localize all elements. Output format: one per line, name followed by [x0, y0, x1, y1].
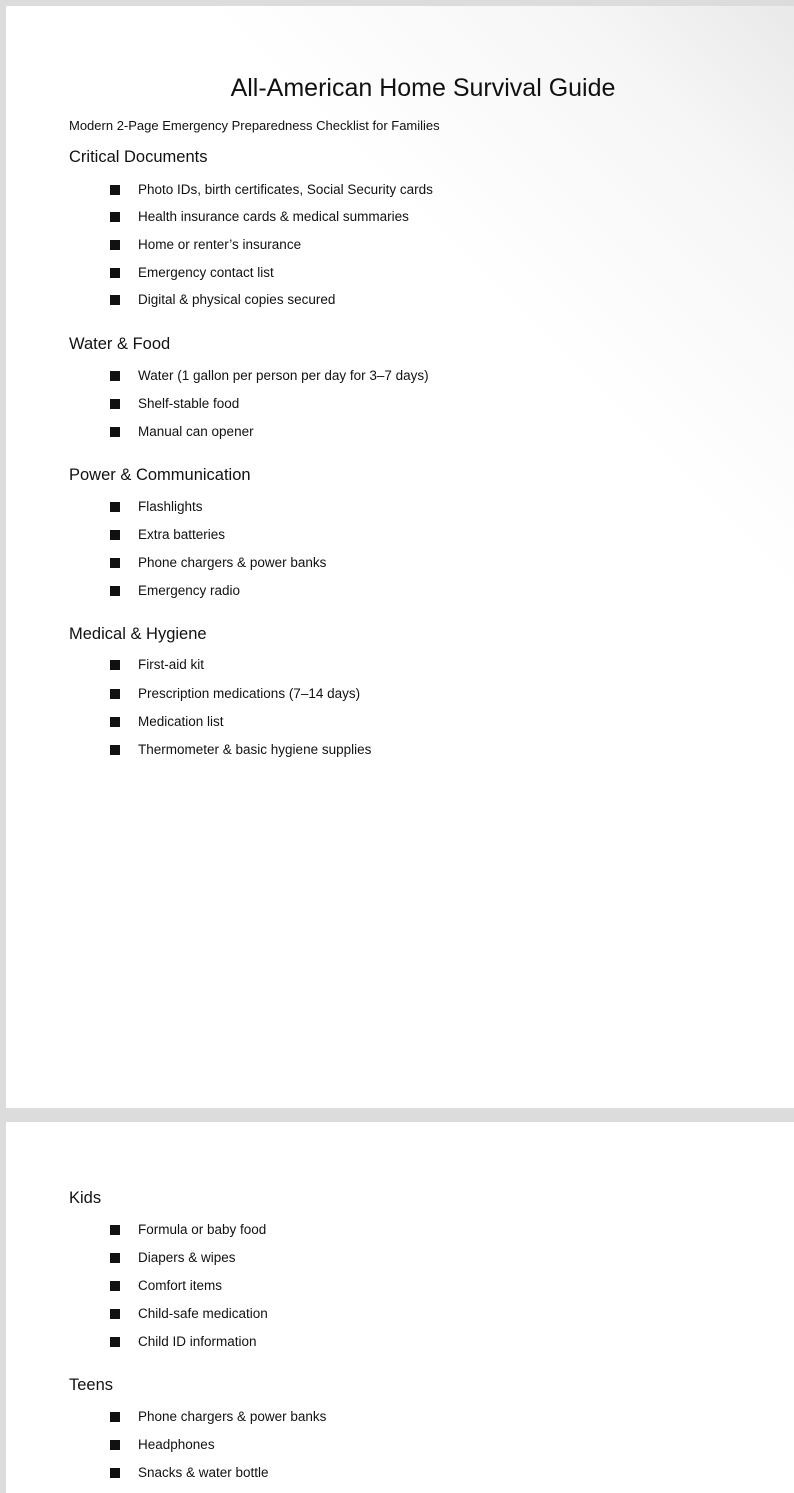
- list-item-text: Diapers & wipes: [138, 1250, 236, 1265]
- list-item: [110, 583, 240, 599]
- list-item: [110, 292, 335, 308]
- list-item-text: Prescription medications (7–14 days): [138, 686, 361, 701]
- square-bullet-icon: [110, 1468, 120, 1478]
- square-bullet-icon: [110, 268, 120, 278]
- list-item: [110, 742, 371, 758]
- section-title-water-food: Water & Food: [69, 335, 171, 353]
- list-item: [110, 1437, 215, 1453]
- section-title-teens: Teens: [69, 1376, 114, 1394]
- list-item-text: Digital & physical copies secured: [138, 292, 336, 307]
- square-bullet-icon: [110, 212, 120, 222]
- list-item: [110, 527, 225, 543]
- square-bullet-icon: [110, 586, 120, 596]
- list-item-text: Flashlights: [138, 499, 203, 514]
- list-item-text: First-aid kit: [138, 657, 205, 672]
- square-bullet-icon: [110, 399, 120, 409]
- document-page-1: [6, 6, 794, 1108]
- list-item-text: Home or renter’s insurance: [138, 237, 302, 252]
- list-item: [110, 1465, 269, 1481]
- list-item: [110, 1306, 268, 1322]
- list-item: [110, 1334, 257, 1350]
- list-item-text: Comfort items: [138, 1278, 223, 1293]
- list-item-text: Emergency radio: [138, 583, 241, 598]
- list-item-text: Snacks & water bottle: [138, 1465, 269, 1480]
- document-title: All-American Home Survival Guide: [230, 74, 616, 102]
- square-bullet-icon: [110, 427, 120, 437]
- list-item: [110, 714, 224, 730]
- list-item-text: Water (1 gallon per person per day for 3–7 days): [138, 368, 429, 383]
- list-item: [110, 657, 204, 673]
- square-bullet-icon: [110, 1412, 120, 1422]
- square-bullet-icon: [110, 295, 120, 305]
- list-item-text: Shelf-stable food: [138, 396, 240, 411]
- square-bullet-icon: [110, 745, 120, 755]
- list-item: [110, 209, 409, 225]
- list-item: [110, 396, 239, 412]
- section-title-kids: Kids: [69, 1189, 102, 1207]
- list-item-text: Formula or baby food: [138, 1222, 267, 1237]
- list-item-text: Thermometer & basic hygiene supplies: [138, 742, 372, 757]
- square-bullet-icon: [110, 240, 120, 250]
- list-item: [110, 499, 203, 515]
- square-bullet-icon: [110, 530, 120, 540]
- list-item: [110, 1409, 326, 1425]
- list-item-text: Medication list: [138, 714, 224, 729]
- square-bullet-icon: [110, 1309, 120, 1319]
- list-item: [110, 368, 429, 384]
- square-bullet-icon: [110, 1281, 120, 1291]
- list-item-text: Phone chargers & power banks: [138, 1409, 327, 1424]
- list-item: [110, 265, 274, 281]
- document-page-2: [6, 1122, 794, 1493]
- list-item: [110, 182, 433, 198]
- list-item: [110, 1222, 266, 1238]
- square-bullet-icon: [110, 1440, 120, 1450]
- square-bullet-icon: [110, 689, 120, 699]
- list-item-text: Headphones: [138, 1437, 215, 1452]
- list-item: [110, 237, 301, 253]
- square-bullet-icon: [110, 185, 120, 195]
- list-item-text: Manual can opener: [138, 424, 254, 439]
- square-bullet-icon: [110, 1225, 120, 1235]
- list-item: [110, 1278, 222, 1294]
- list-item: [110, 686, 360, 702]
- section-title-critical-documents: Critical Documents: [69, 148, 208, 166]
- section-title-medical-hygiene: Medical & Hygiene: [69, 625, 207, 643]
- list-item-text: Extra batteries: [138, 527, 226, 542]
- list-item: [110, 1250, 236, 1266]
- list-item-text: Emergency contact list: [138, 265, 274, 280]
- list-item-text: Child ID information: [138, 1334, 257, 1349]
- square-bullet-icon: [110, 371, 120, 381]
- list-item: [110, 424, 254, 440]
- list-item-text: Health insurance cards & medical summaries: [138, 209, 409, 224]
- list-item-text: Phone chargers & power banks: [138, 555, 327, 570]
- square-bullet-icon: [110, 502, 120, 512]
- square-bullet-icon: [110, 1253, 120, 1263]
- list-item-text: Photo IDs, birth certificates, Social Security cards: [138, 182, 433, 197]
- square-bullet-icon: [110, 660, 120, 670]
- list-item: [110, 555, 326, 571]
- section-title-power-communication: Power & Communication: [69, 466, 251, 484]
- square-bullet-icon: [110, 717, 120, 727]
- list-item-text: Child-safe medication: [138, 1306, 268, 1321]
- square-bullet-icon: [110, 1337, 120, 1347]
- square-bullet-icon: [110, 558, 120, 568]
- document-subtitle: Modern 2-Page Emergency Preparedness Checklist for Families: [69, 118, 440, 133]
